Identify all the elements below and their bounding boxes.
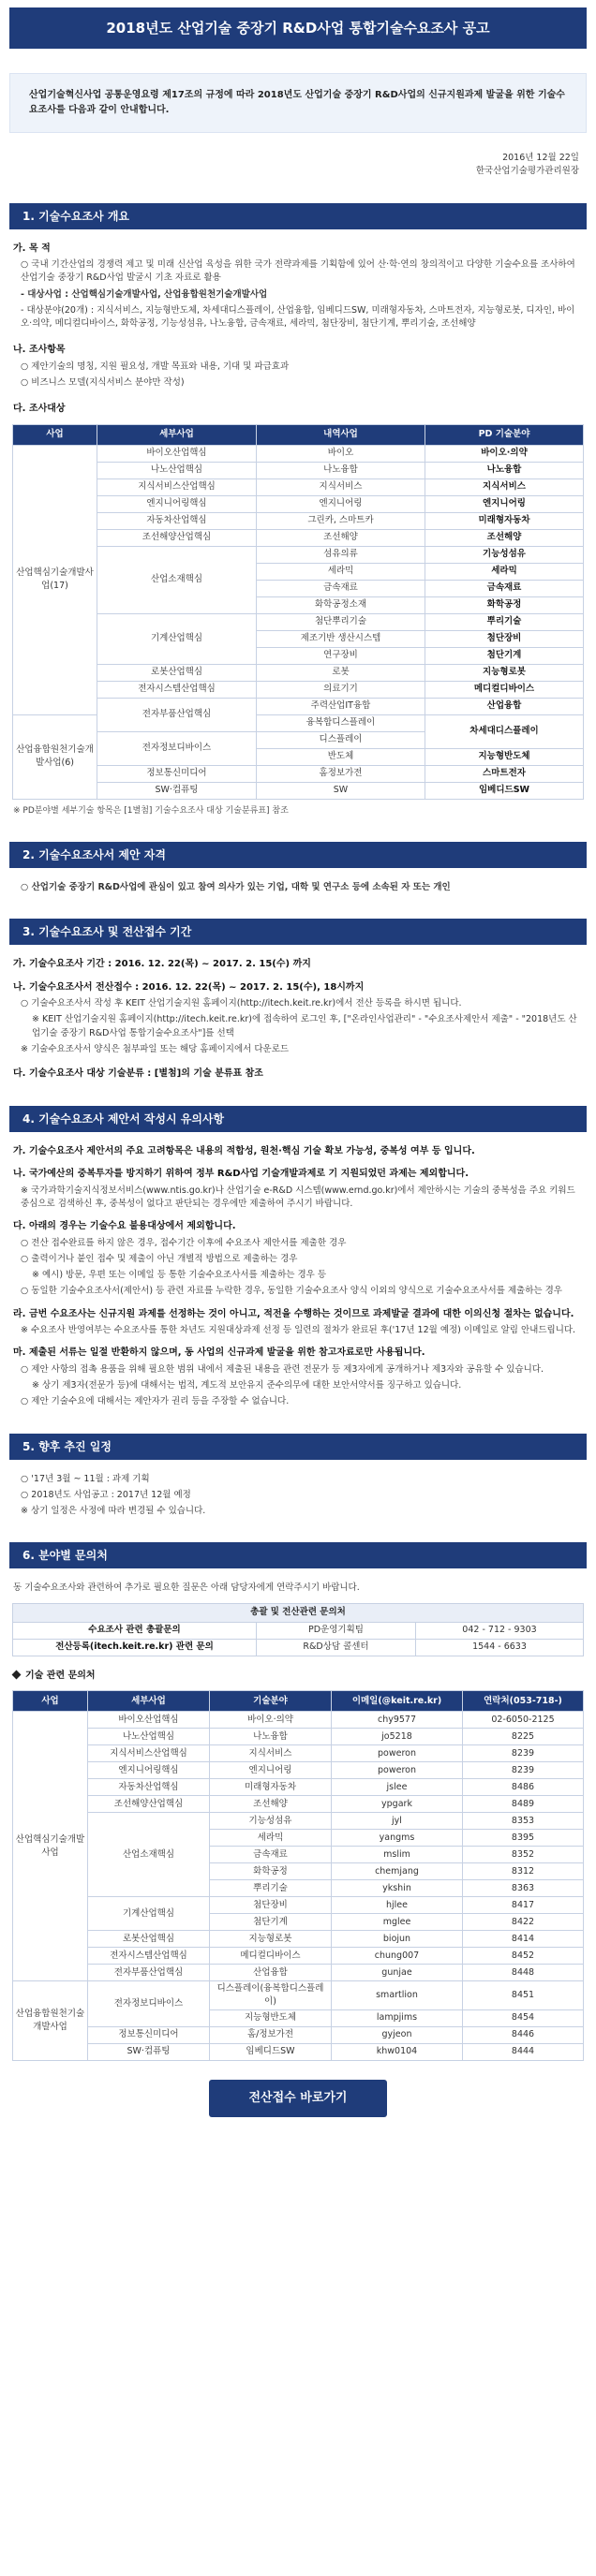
cell: 8352 xyxy=(463,1847,584,1863)
cell: 조선해양산업핵심 xyxy=(97,529,257,546)
cell: 나노융합 xyxy=(425,462,584,478)
s1-a-head: 가. 목 적 xyxy=(13,243,51,254)
cell: 자동차산업핵심 xyxy=(88,1779,210,1796)
s4-e: 마. 제출된 서류는 일절 반환하지 않으며, 동 사업의 신규과제 발굴을 위한 참고자료로만 사용됩니다. xyxy=(13,1347,425,1359)
cell: 엔지니어링핵심 xyxy=(97,495,257,512)
cell: PD운영기획팀 xyxy=(257,1622,416,1639)
cell: 기능성섬유 xyxy=(425,546,584,563)
cell: 미래형자동차 xyxy=(210,1779,332,1796)
cell: chung007 xyxy=(332,1948,463,1965)
th-detail: 내역사업 xyxy=(257,424,425,445)
cell: mglee xyxy=(332,1914,463,1931)
cell: 8451 xyxy=(463,1981,584,2010)
cell: 산업소재핵심 xyxy=(97,546,257,613)
intro-box: 산업기술혁신사업 공통운영요령 제17조의 규정에 따라 2018년도 산업기술 중장기 R&D사업의 신규지원과제 발굴을 위한 기술수요조사를 다음과 같이 안내합니다. xyxy=(9,73,587,133)
diamond-bullet-icon xyxy=(12,1671,22,1680)
s4-c-item: ※ 예시) 방문, 우편 또는 이메일 등 통한 기술수요조사서를 제출하는 경우 등 xyxy=(32,1270,327,1281)
cell: 나노융합 xyxy=(257,462,425,478)
cell: jslee xyxy=(332,1779,463,1796)
cell: 산업융합 xyxy=(210,1965,332,1981)
cell: R&D상담 콜센터 xyxy=(257,1639,416,1656)
cell: 8486 xyxy=(463,1779,584,1796)
cell: 8239 xyxy=(463,1762,584,1779)
cell: 홈정보가전 xyxy=(257,765,425,782)
cell: 전자시스템산업핵심 xyxy=(88,1948,210,1965)
th-sub-business: 세부사업 xyxy=(97,424,257,445)
cell: 지능형반도체 xyxy=(210,2009,332,2026)
tech-contact-table xyxy=(12,1690,584,2061)
s1-c-head: 다. 조사대상 xyxy=(13,404,66,415)
cell: 세라믹 xyxy=(210,1830,332,1847)
cell: SW·컴퓨팅 xyxy=(97,782,257,799)
cell: 엔지니어링 xyxy=(425,495,584,512)
cell: 8395 xyxy=(463,1830,584,1847)
cell: 첨단뿌리기술 xyxy=(257,613,425,630)
cell: 8414 xyxy=(463,1931,584,1948)
s4-c-item: ○ 동일한 기술수요조사서(제안서) 등 관련 자료를 누락한 경우, 동일한 기술수요조사 양식 이외의 양식으로 기술수요조사서를 제출하는 경우 xyxy=(21,1286,562,1297)
cell: 8312 xyxy=(463,1863,584,1880)
cell: 엔지니어링 xyxy=(210,1762,332,1779)
cell: 디스플레이 xyxy=(257,731,425,748)
cell: 1544 - 6633 xyxy=(416,1639,584,1656)
cell: 의료기기 xyxy=(257,681,425,698)
cell: 첨단기계 xyxy=(210,1914,332,1931)
cell: 미래형자동차 xyxy=(425,512,584,529)
s3-b-item: ※ KEIT 산업기술지원 홈페이지(http://itech.keit.re.kr)에 접속하여 로그인 후, ["온라인사업관리" - "수요조사제안서 제출" - "2018년도 산업기술 중장기 R&D사업 통합기술수요조사"]를 선택 xyxy=(32,1014,577,1038)
cell: 산업소재핵심 xyxy=(88,1813,210,1897)
s4-c: 다. 아래의 경우는 기술수요 불용대상에서 제외합니다. xyxy=(13,1221,236,1232)
cell: 전자정보디바이스 xyxy=(97,731,257,765)
cell: 로봇 xyxy=(257,664,425,681)
cell: 지식서비스 xyxy=(210,1745,332,1762)
group-label: 산업융합원천기술개발사업 xyxy=(13,1981,88,2061)
cell: 산업융합 xyxy=(425,698,584,714)
cell: 8422 xyxy=(463,1914,584,1931)
th: 연락처(053-718-) xyxy=(463,1691,584,1712)
cell: 8353 xyxy=(463,1813,584,1830)
cell: 042 - 712 - 9303 xyxy=(416,1622,584,1639)
cell: SW·컴퓨팅 xyxy=(88,2043,210,2060)
cell: gunjae xyxy=(332,1965,463,1981)
cell: hjlee xyxy=(332,1897,463,1914)
cell: 제조기반 생산시스템 xyxy=(257,630,425,647)
cell: 디스플레이(융복합디스플레이) xyxy=(210,1981,332,2010)
cell: 금속재료 xyxy=(257,580,425,596)
s5-item: ※ 상기 일정은 사정에 따라 변경될 수 있습니다. xyxy=(21,1506,206,1517)
cell: yangms xyxy=(332,1830,463,1847)
cell: chy9577 xyxy=(332,1712,463,1729)
cell: 지능형로봇 xyxy=(210,1931,332,1948)
group-label: 산업핵심기술개발사업 xyxy=(13,1712,88,1981)
cell: 차세대디스플레이 xyxy=(425,714,584,748)
s3-b: 나. 기술수요조사서 전산접수 : 2016. 12. 22(목) ~ 2017. 2. 15(수), 18시까지 xyxy=(13,981,365,993)
cell: mslim xyxy=(332,1847,463,1863)
cell: 메디컬디바이스 xyxy=(210,1948,332,1965)
cell: 세라믹 xyxy=(425,563,584,580)
s5-item: ○ 2018년도 사업공고 : 2017년 12월 예정 xyxy=(21,1489,191,1500)
cell: 전자부품산업핵심 xyxy=(88,1965,210,1981)
th-business: 사업 xyxy=(13,424,97,445)
section-2-title: 2. 기술수요조사서 제안 자격 xyxy=(9,842,587,868)
cell: 스마트전자 xyxy=(425,765,584,782)
cell: 화학공정 xyxy=(210,1863,332,1880)
cell: 엔지니어링핵심 xyxy=(88,1762,210,1779)
cell: 기계산업핵심 xyxy=(97,613,257,664)
cell: biojun xyxy=(332,1931,463,1948)
s4-e-item: ○ 제안 사항의 접촉 용품을 위해 필요한 범위 내에서 제출된 내용을 관련 전문가 등 제3자에게 공개하거나 제3자와 공유할 수 있습니다. xyxy=(21,1363,544,1375)
cell: 화학공정 xyxy=(425,596,584,613)
s4-d: 라. 금번 수요조사는 신규지원 과제를 선정하는 것이 아니고, 적전을 수행하는 것이므로 과제발굴 결과에 대한 이의신청 절차는 없습니다. xyxy=(13,1308,574,1319)
cell: 정보통신미디어 xyxy=(88,2026,210,2043)
tech-head xyxy=(13,1670,583,1684)
cell: 8239 xyxy=(463,1745,584,1762)
cell: 첨단장비 xyxy=(210,1897,332,1914)
cell: 섬유의류 xyxy=(257,546,425,563)
cell: 임베디드SW xyxy=(425,782,584,799)
cell: 나노융합 xyxy=(210,1729,332,1745)
s3-b-item: ○ 기술수요조사서 작성 후 KEIT 산업기술지원 홈페이지(http://itech.keit.re.kr)에서 전산 등록을 하시면 됩니다. xyxy=(21,998,462,1009)
cell: 조선해양 xyxy=(210,1796,332,1813)
cell: jyl xyxy=(332,1813,463,1830)
cell: 수요조사 관련 총괄문의 xyxy=(13,1622,257,1639)
cell: 지능형반도체 xyxy=(425,748,584,765)
s4-b: 나. 국가예산의 중복투자를 방지하기 위하여 정부 R&D사업 기술개발과제로 기 지원되었던 과제는 제외합니다. xyxy=(13,1169,469,1180)
cell: 바이오산업핵심 xyxy=(88,1712,210,1729)
cell: 8225 xyxy=(463,1729,584,1745)
s1-a-item: - 대상사업 : 산업핵심기술개발사업, 산업융합원천기술개발사업 xyxy=(21,288,268,300)
group-label: 산업핵심기술개발사업(17) xyxy=(13,445,97,714)
th-pd: PD 기술분야 xyxy=(425,424,584,445)
cell: 반도체 xyxy=(257,748,425,765)
cell: 임베디드SW xyxy=(210,2043,332,2060)
cell: jo5218 xyxy=(332,1729,463,1745)
s4-e-item: ※ 상기 제3자(전문가 등)에 대해서는 법적, 계도적 보안유지 준수의무에 대한 보안서약서를 징구하고 있습니다. xyxy=(32,1380,462,1391)
cell: 전산등록(itech.keit.re.kr) 관련 문의 xyxy=(13,1639,257,1656)
cell: poweron xyxy=(332,1745,463,1762)
signature-date: 2016년 12월 22일 xyxy=(502,153,579,163)
s1-note: ※ PD분야별 세부기술 항목은 [1별첨] 기술수요조사 대상 기술분류표] 참조 xyxy=(13,805,289,816)
page-title: 2018년도 산업기술 중장기 R&D사업 통합기술수요조사 공고 xyxy=(9,7,587,49)
section-6-title: 6. 분야별 문의처 xyxy=(9,1542,587,1568)
cell: 연구장비 xyxy=(257,647,425,664)
cell: 지식서비스 xyxy=(257,478,425,495)
online-submit-button[interactable]: 전산접수 바로가기 xyxy=(209,2080,387,2117)
cell: 전자시스템산업핵심 xyxy=(97,681,257,698)
th: 이메일(@keit.re.kr) xyxy=(332,1691,463,1712)
cell: 조선해양 xyxy=(257,529,425,546)
cell: 8489 xyxy=(463,1796,584,1813)
cell: poweron xyxy=(332,1762,463,1779)
s1-b-item: ○ 비즈니스 모델(지식서비스 분야만 작성) xyxy=(21,377,185,388)
section-5-title: 5. 향후 추진 일정 xyxy=(9,1434,587,1460)
s3-a: 가. 기술수요조사 기간 : 2016. 12. 22(목) ~ 2017. 2. 15(수) 까지 xyxy=(13,959,311,970)
s1-b-item: ○ 제안기술의 명칭, 지원 필요성, 개발 목표와 내용, 기대 및 파급효과 xyxy=(21,361,290,372)
signature-org: 한국산업기술평가관리원장 xyxy=(475,166,579,177)
s1-a-item: ○ 국내 기간산업의 경쟁력 제고 및 미래 신산업 육성을 위한 국가 전략과제를 기획함에 있어 산·학·연의 창의적이고 다양한 기술수요를 조사하여 산업기술 중장기 R&D사업 발굴시 기초 자료로 활용 xyxy=(21,259,575,284)
s4-a: 가. 기술수요조사 제안서의 주요 고려항목은 내용의 적합성, 원천·핵심 기술 확보 가능성, 중복성 여부 등 입니다. xyxy=(13,1145,475,1156)
s1-b-head: 나. 조사항목 xyxy=(13,345,66,356)
section-1-title: 1. 기술수요조사 개요 xyxy=(9,203,587,229)
cell: chemjang xyxy=(332,1863,463,1880)
tech-head-label: 기술 관련 문의처 xyxy=(25,1670,96,1681)
cell: 8444 xyxy=(463,2043,584,2060)
cell: 홈/정보가전 xyxy=(210,2026,332,2043)
cell: 조선해양산업핵심 xyxy=(88,1796,210,1813)
cell: 정보통신미디어 xyxy=(97,765,257,782)
s5-item: ○ '17년 3월 ~ 11월 : 과제 기획 xyxy=(21,1473,150,1484)
cell: 로봇산업핵심 xyxy=(97,664,257,681)
cell: 8448 xyxy=(463,1965,584,1981)
th: 세부사업 xyxy=(88,1691,210,1712)
cell: 나노산업핵심 xyxy=(97,462,257,478)
contact-table xyxy=(12,1603,584,1656)
cell: 세라믹 xyxy=(257,563,425,580)
s2-text: ○ 산업기술 중장기 R&D사업에 관심이 있고 참여 의사가 있는 기업, 대학 및 연구소 등에 소속된 자 또는 개인 xyxy=(21,881,451,892)
cell: 바이오 xyxy=(257,445,425,462)
cell: 8363 xyxy=(463,1880,584,1897)
cell: 바이오·의약 xyxy=(210,1712,332,1729)
cell: 기계산업핵심 xyxy=(88,1897,210,1931)
s1-a-item: - 대상분야(20개) : 지식서비스, 지능형반도체, 차세대디스플레이, 산업융합, 임베디드SW, 미래형자동차, 스마트전자, 지능형로봇, 디자인, 바이오·의약, 메디컬디바이스, 화학공정, 기능성섬유, 나노융합, 금속재료, 세라믹, 첨단장비, 첨단기계, 뿌리기술, 조선해양 xyxy=(21,304,575,329)
th: 기술분야 xyxy=(210,1691,332,1712)
cell: 그린카, 스마트카 xyxy=(257,512,425,529)
cell: 8446 xyxy=(463,2026,584,2043)
cell: 금속재료 xyxy=(210,1847,332,1863)
cell: 기능성섬유 xyxy=(210,1813,332,1830)
s4-c-item: ○ 출력이거나 붙인 접수 및 제출이 아닌 개별적 방법으로 제출하는 경우 xyxy=(21,1253,298,1264)
cell: 금속재료 xyxy=(425,580,584,596)
cell: 바이오산업핵심 xyxy=(97,445,257,462)
cell: gyjeon xyxy=(332,2026,463,2043)
cell: 자동차산업핵심 xyxy=(97,512,257,529)
s3-c: 다. 기술수요조사 대상 기술분류 : [별첨]의 기술 분류표 참조 xyxy=(13,1068,263,1080)
cell: 지식서비스산업핵심 xyxy=(97,478,257,495)
s6-intro: 동 기술수요조사와 관련하여 추가로 필요한 질문은 아래 담당자에게 연락주시기 바랍니다. xyxy=(13,1582,360,1594)
cell: SW xyxy=(257,782,425,799)
th: 사업 xyxy=(13,1691,88,1712)
group-label: 산업융합원천기술개발사업(6) xyxy=(13,714,97,799)
s4-c-item: ○ 전산 접수완료를 하지 않은 경우, 접수기간 이후에 수요조사 제안서를 제출한 경우 xyxy=(21,1237,347,1248)
cell: khw0104 xyxy=(332,2043,463,2060)
cell: 조선해양 xyxy=(425,529,584,546)
cell: 전자정보디바이스 xyxy=(88,1981,210,2027)
cell: 8454 xyxy=(463,2009,584,2026)
cell: lampjims xyxy=(332,2009,463,2026)
cell: 첨단기계 xyxy=(425,647,584,664)
cell: 로봇산업핵심 xyxy=(88,1931,210,1948)
cell: 주력산업IT융합 xyxy=(257,698,425,714)
s4-e-item: ○ 제안 기술수요에 대해서는 제안자가 권리 등을 주장할 수 없습니다. xyxy=(21,1396,290,1407)
cell: 융복합디스플레이 xyxy=(257,714,425,731)
target-table xyxy=(12,424,584,800)
cell: ypgark xyxy=(332,1796,463,1813)
cell: ykshin xyxy=(332,1880,463,1897)
cell: 엔지니어링 xyxy=(257,495,425,512)
cell: 지식서비스산업핵심 xyxy=(88,1745,210,1762)
s3-b-item: ※ 기술수요조사서 양식은 첨부파일 또는 해당 홈페이지에서 다운로드 xyxy=(21,1043,290,1054)
cell: 나노산업핵심 xyxy=(88,1729,210,1745)
contact-head: 총괄 및 전산관련 문의처 xyxy=(13,1603,584,1622)
cell: 8452 xyxy=(463,1948,584,1965)
section-4-title: 4. 기술수요조사 제안서 작성시 유의사항 xyxy=(9,1106,587,1132)
cell: 전자부품산업핵심 xyxy=(97,698,257,731)
s4-d-note: ※ 수요조사 반영여부는 수요조사를 통한 차년도 지원대상과제 선정 등 일련의 절차가 완료된 후('17년 12월 예정) 이메일로 알림 안내드립니다. xyxy=(21,1325,576,1336)
signature xyxy=(0,152,579,179)
cell: 8417 xyxy=(463,1897,584,1914)
s4-b-note: ※ 국가과학기술지식정보서비스(www.ntis.go.kr)나 산업기술 e-R&D 시스템(www.ernd.go.kr)에서 제안하시는 기술의 중복성을 주요 키워드 중심으로 검색하신 후, 중복성이 없다고 판단되는 경우에만 제출하여 주시기 바랍니다. xyxy=(21,1185,575,1209)
cell: 지능형로봇 xyxy=(425,664,584,681)
cell: 02-6050-2125 xyxy=(463,1712,584,1729)
cell: smartlion xyxy=(332,1981,463,2010)
cell: 뿌리기술 xyxy=(210,1880,332,1897)
cell: 화학공정소재 xyxy=(257,596,425,613)
cell: 바이오·의약 xyxy=(425,445,584,462)
cell: 지식서비스 xyxy=(425,478,584,495)
cell: 첨단장비 xyxy=(425,630,584,647)
cell: 메디컬디바이스 xyxy=(425,681,584,698)
section-3-title: 3. 기술수요조사 및 전산접수 기간 xyxy=(9,919,587,945)
cell: 뿌리기술 xyxy=(425,613,584,630)
